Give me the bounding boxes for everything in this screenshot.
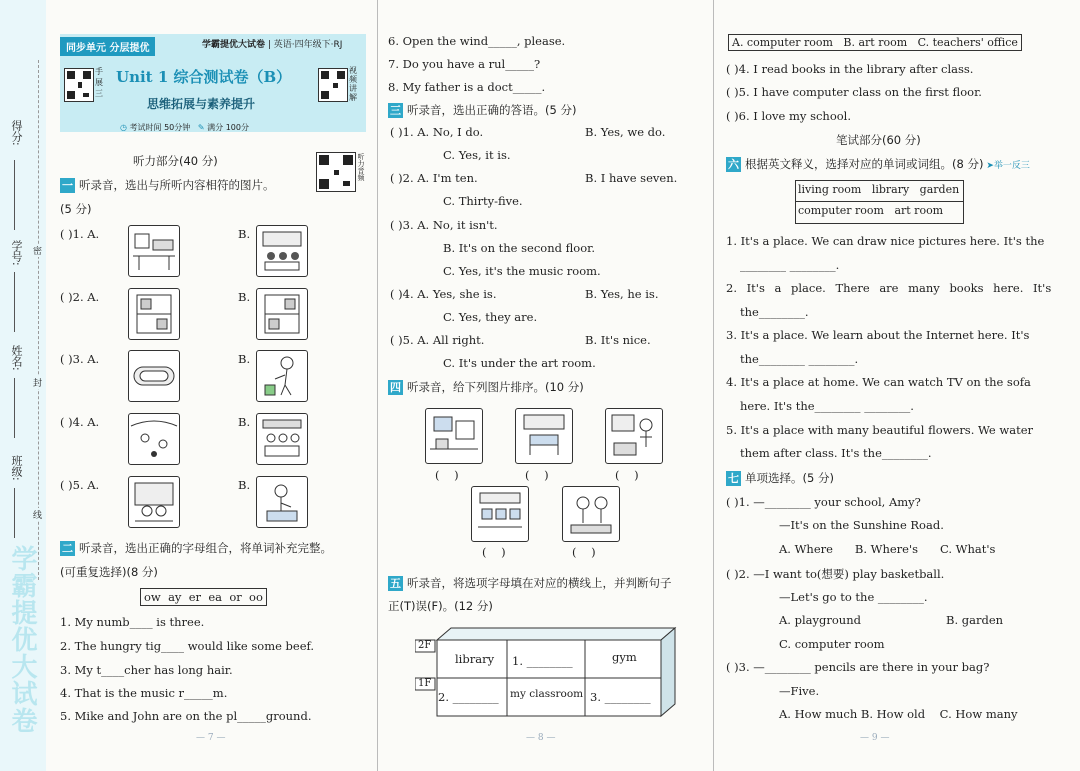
p8-item-7: 7. Do you have a rul_____? — [388, 57, 541, 71]
s3-q4-a: ( )4. A. Yes, she is. — [390, 287, 497, 301]
id-line — [14, 272, 15, 332]
s2-item-3: 3. My t____cher has long hair. — [60, 663, 233, 677]
exam-time: 考试时间 50分钟 — [129, 123, 191, 132]
s6-line-2: ________ ________. — [740, 258, 840, 272]
s7-q2-option-c: C. computer room — [779, 637, 885, 651]
s1-item-3-b: B. — [238, 352, 251, 366]
section-4-text: 听录音，给下列图片排序。(10 分) — [407, 380, 584, 394]
s4-paren-3: ( ) — [615, 468, 639, 482]
s4-paren-4: ( ) — [482, 545, 506, 559]
section-6-title — [726, 156, 1030, 172]
word-box — [795, 180, 964, 224]
section-5-title — [388, 575, 672, 591]
s7-q1: ( )1. —________ your school, Amy? — [726, 495, 921, 509]
s7-q3-options: A. How much B. How old C. How many — [779, 707, 1018, 721]
section-3-text: 听录音，选出正确的答语。(5 分) — [407, 103, 577, 117]
s6-line-10: them after class. It's the________. — [740, 446, 932, 460]
room-blank-1: 1. ________ — [512, 654, 573, 668]
section-4-title — [388, 379, 584, 395]
s2-item-1: 1. My numb____ is three. — [60, 615, 205, 629]
page-number-8: — 8 — — [526, 733, 556, 743]
letter-options-box: ow ay er ea or oo — [140, 588, 267, 606]
section-2-num: 二 — [62, 542, 73, 555]
s1-pic-1b — [256, 225, 308, 277]
section-6-text: 根据英文释义，选择对应的单词或词组。(8 分) — [745, 157, 984, 171]
section-1-points: (5 分) — [60, 202, 92, 216]
qr-left-label: 手 展 三 — [95, 67, 103, 98]
s1-item-5-b: B. — [238, 478, 251, 492]
divider-2 — [713, 0, 714, 771]
s3-q2-a: ( )2. A. I'm ten. — [390, 171, 478, 185]
s7-q2-option-b: B. garden — [946, 613, 1004, 627]
s1-item-1-b: B. — [238, 227, 251, 241]
p9-options-box: A. computer room B. art room C. teachers' office — [728, 34, 1022, 51]
book-title: 学霸提优大试卷 | 英语·四年级下·RJ — [202, 40, 343, 50]
section-6-tag: ➤举一反三 — [983, 161, 1030, 171]
s4-paren-1: ( ) — [435, 468, 459, 482]
room-gym: gym — [612, 650, 637, 664]
brand-vertical: 学霸提优大试卷 — [7, 545, 37, 734]
s7-q2: ( )2. —I want to(想要) play basketball. — [726, 567, 945, 581]
listening-title: 听力部分(40 分) — [133, 154, 218, 168]
s4-paren-5: ( ) — [572, 545, 596, 559]
s6-line-6: the________ ________. — [740, 352, 859, 366]
qr-code-left — [64, 68, 94, 102]
section-7-title — [726, 470, 834, 486]
section-5-text: 听录音，将选项字母填在对应的横线上，并判断句子 — [407, 576, 672, 590]
s7-q1-options: A. Where B. Where's C. What's — [779, 542, 996, 556]
score-line — [14, 160, 15, 230]
page-num-7: 7 — [207, 733, 214, 743]
class-line — [14, 488, 15, 538]
s1-pic-3a — [128, 350, 180, 402]
s1-item-1: ( )1. A. — [60, 227, 100, 241]
section-7-text: 单项选择。(5 分) — [745, 471, 834, 485]
s3-q3-b: B. It's on the second floor. — [443, 241, 596, 255]
s1-pic-4a — [128, 413, 180, 465]
id-label: 学号: — [10, 240, 23, 266]
room-library: library — [455, 652, 495, 666]
s4-pic-5 — [562, 486, 620, 542]
s7-q1-answer: —It's on the Sunshine Road. — [779, 518, 944, 532]
s7-q3-answer: —Five. — [779, 684, 820, 698]
s4-pic-3 — [605, 408, 663, 464]
book-name: 学霸提优大试卷 — [202, 40, 266, 50]
s3-q4-b: B. Yes, he is. — [585, 287, 659, 301]
qr-code-right — [318, 68, 348, 102]
s4-pic-4 — [471, 486, 529, 542]
section-1-num: 一 — [62, 179, 73, 192]
s1-item-4-b: B. — [238, 415, 251, 429]
seal-char-3: 线 — [33, 508, 42, 521]
section-6-num: 六 — [728, 158, 739, 171]
s3-q1-b: B. Yes, we do. — [585, 125, 666, 139]
s6-line-3: 2. It's a place. There are many books here. It's — [726, 281, 1052, 295]
floor-2f: 2F — [418, 640, 432, 651]
s2-item-2: 2. The hungry tig____ would like some beef. — [60, 639, 315, 653]
section-2-note: (可重复选择)(8 分) — [60, 565, 158, 579]
section-3-num: 三 — [390, 104, 401, 117]
page-num-9: 9 — [871, 733, 878, 743]
subtitle: 思维拓展与素养提升 — [147, 97, 256, 111]
s3-q1-c: C. Yes, it is. — [443, 148, 511, 162]
s6-line-8: here. It's the________ ________. — [740, 399, 914, 413]
written-title: 笔试部分(60 分) — [836, 133, 921, 147]
s1-pic-2b — [256, 288, 308, 340]
s1-pic-5a — [128, 476, 180, 528]
s1-pic-3b — [256, 350, 308, 402]
s1-pic-5b — [256, 476, 308, 528]
s1-item-5: ( )5. A. — [60, 478, 100, 492]
page-num-8: 8 — [537, 733, 544, 743]
class-label: 班级: — [10, 455, 23, 481]
room-classroom: my classroom — [510, 688, 584, 700]
section-4-num: 四 — [390, 381, 401, 394]
score-label: 得分: — [10, 120, 23, 146]
s4-pic-1 — [425, 408, 483, 464]
qr-audio-label: 听力音频 — [357, 153, 365, 181]
room-blank-2: 2. ________ — [438, 690, 499, 704]
word-box-line-1: living room library garden — [796, 181, 963, 202]
section-5-title-2: 正(T)误(F)。(12 分) — [388, 599, 493, 613]
qr-code-audio — [316, 152, 356, 192]
s7-q2-answer: —Let's go to the ________. — [779, 590, 928, 604]
seal-dash-line — [38, 60, 39, 580]
s3-q2-c: C. Thirty-five. — [443, 194, 523, 208]
section-2-title — [60, 540, 332, 556]
section-2-text: 听录音，选出正确的字母组合，将单词补充完整。 — [79, 541, 332, 555]
s6-line-4: the________. — [740, 305, 809, 319]
p9-item-6: ( )6. I love my school. — [726, 109, 852, 123]
s6-line-7: 4. It's a place at home. We can watch TV on the sofa — [726, 375, 1031, 389]
word-box-line-2: computer room art room — [798, 204, 944, 217]
s7-q3: ( )3. —________ pencils are there in your bag? — [726, 660, 990, 674]
qr-right-label: 视频讲解 — [349, 66, 357, 102]
section-1-title — [60, 177, 275, 193]
s3-q5-b: B. It's nice. — [585, 333, 651, 347]
s6-line-5: 3. It's a place. We learn about the Internet here. It's — [726, 328, 1030, 342]
s4-paren-2: ( ) — [525, 468, 549, 482]
name-label: 姓名: — [10, 345, 23, 371]
building-diagram — [415, 624, 677, 719]
s1-item-2-b: B. — [238, 290, 251, 304]
s3-q5-c: C. It's under the art room. — [443, 356, 596, 370]
s1-pic-2a — [128, 288, 180, 340]
s7-q2-option-a: A. playground — [779, 613, 861, 627]
p9-item-4: ( )4. I read books in the library after class. — [726, 62, 974, 76]
room-blank-3: 3. ________ — [590, 690, 651, 704]
s1-item-4: ( )4. A. — [60, 415, 100, 429]
page-number-9: — 9 — — [860, 733, 890, 743]
time-info: ◷ 考试时间 50分钟 ✎ 满分 100分 — [120, 123, 249, 132]
s4-pic-2 — [515, 408, 573, 464]
s1-pic-4b — [256, 413, 308, 465]
divider-1 — [377, 0, 378, 771]
full-score: 满分 100分 — [207, 123, 249, 132]
s3-q4-c: C. Yes, they are. — [443, 310, 538, 324]
s3-q1-a: ( )1. A. No, I do. — [390, 125, 484, 139]
s3-q2-b: B. I have seven. — [585, 171, 678, 185]
s1-pic-1a — [128, 225, 180, 277]
seal-char-1: 密 — [33, 244, 42, 257]
tag-badge: 同步单元 分层提优 — [60, 37, 155, 56]
s6-line-9: 5. It's a place with many beautiful flowers. We water — [726, 423, 1033, 437]
p8-item-8: 8. My father is a doct_____. — [388, 80, 546, 94]
s2-item-4: 4. That is the music r_____m. — [60, 686, 228, 700]
name-line — [14, 378, 15, 438]
unit-title: Unit 1 综合测试卷（B） — [116, 68, 292, 86]
page-number-7: — 7 — — [196, 733, 226, 743]
section-5-num: 五 — [390, 577, 401, 590]
s1-item-2: ( )2. A. — [60, 290, 100, 304]
seal-char-2: 封 — [33, 376, 42, 389]
section-7-num: 七 — [728, 472, 739, 485]
p9-item-5: ( )5. I have computer class on the first floor. — [726, 85, 982, 99]
s3-q5-a: ( )5. A. All right. — [390, 333, 485, 347]
s3-q3-c: C. Yes, it's the music room. — [443, 264, 601, 278]
floor-1f: 1F — [418, 678, 432, 689]
p8-item-6: 6. Open the wind_____, please. — [388, 34, 566, 48]
s3-q3-a: ( )3. A. No, it isn't. — [390, 218, 498, 232]
subject-label: 英语·四年级下·RJ — [273, 40, 343, 50]
section-1-text: 听录音，选出与所听内容相符的图片。 — [79, 178, 275, 192]
section-3-title — [388, 102, 576, 118]
s2-item-5: 5. Mike and John are on the pl_____ground. — [60, 709, 312, 723]
s1-item-3: ( )3. A. — [60, 352, 100, 366]
s6-line-1: 1. It's a place. We can draw nice pictures here. It's the — [726, 234, 1045, 248]
